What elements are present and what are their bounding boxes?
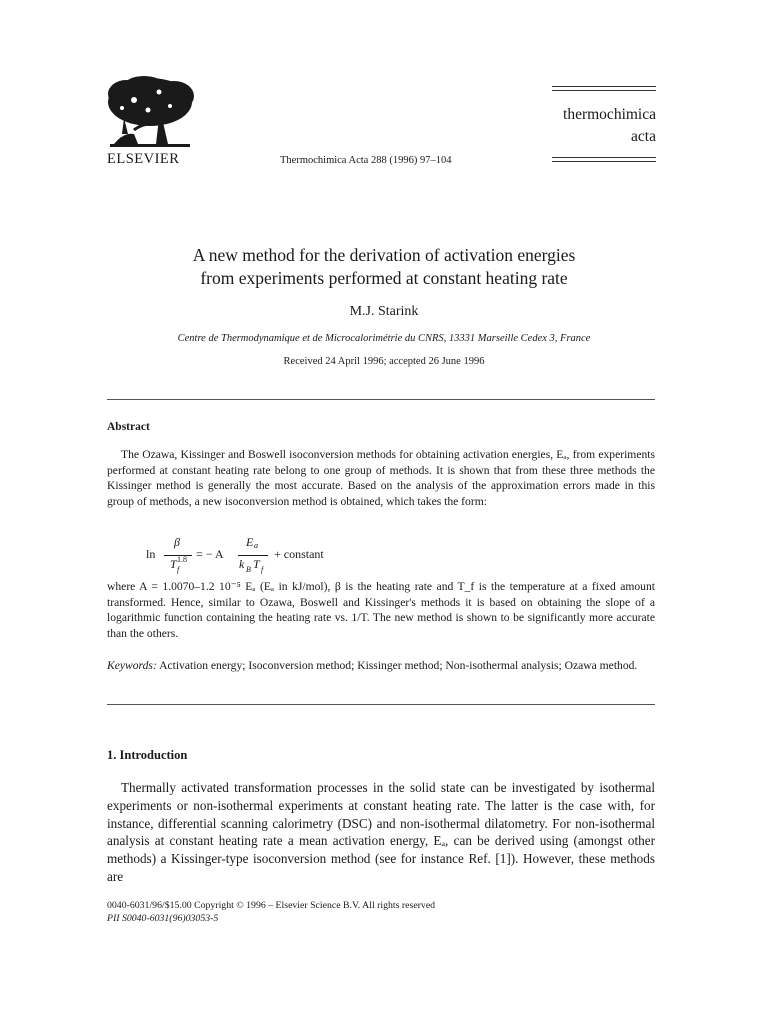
masthead-rule-bottom	[552, 157, 656, 158]
masthead-rule-top-2	[552, 90, 656, 91]
divider-bottom	[107, 704, 655, 705]
eq-tf2-sub: f	[261, 565, 264, 574]
article-title	[80, 244, 688, 290]
journal-name-line2: acta	[631, 128, 656, 145]
keywords	[107, 658, 655, 674]
pii-line: PII S0040-6031(96)03053-5	[107, 913, 219, 924]
abstract-paragraph-1: The Ozawa, Kissinger and Boswell isoconversion methods for obtaining activation energies, Eₐ, from experiments performed at constant heating rate belong to one group of methods. It is shown that from these three methods the Kissinger method is generally the most accurate. Based on the analysis of the approximation errors made in this group of methods, a new isoconversion method is obtained, which takes the form:	[107, 448, 655, 508]
journal-masthead	[552, 86, 656, 166]
eq-fraction-bar-2	[238, 555, 268, 556]
copyright-line: 0040-6031/96/$15.00 Copyright © 1996 – Elsevier Science B.V. All rights reserved	[107, 900, 436, 911]
eq-ln: ln	[146, 547, 156, 561]
affiliation: Centre de Thermodynamique et de Microcalorimétrie du CNRS, 13331 Marseille Cedex 3, France	[177, 333, 591, 344]
eq-equals: = − A	[196, 547, 224, 561]
keywords-list: Activation energy; Isoconversion method; Kissinger method; Non-isothermal analysis; Ozawa method.	[159, 659, 638, 672]
title-line-1: A new method for the derivation of activation energies	[192, 245, 576, 265]
keywords-label: Keywords:	[107, 659, 157, 672]
publisher-name: ELSEVIER	[107, 151, 180, 167]
title-line-2: from experiments performed at constant heating rate	[200, 268, 568, 288]
eq-tf-sub: f	[177, 565, 180, 574]
introduction-heading: 1. Introduction	[107, 748, 188, 762]
copyright-footer	[107, 899, 435, 925]
eq-ea-sub: a	[254, 541, 258, 550]
eq-tf: T	[170, 557, 177, 571]
masthead-rule-bottom-2	[552, 161, 656, 162]
eq-ea: E	[246, 535, 254, 549]
eq-exp: 1.8	[177, 555, 187, 564]
eq-beta: β	[174, 535, 180, 549]
eq-constant: + constant	[274, 547, 324, 561]
abstract-paragraph-2: where A = 1.0070–1.2 10⁻⁵ Eₐ (Eₐ in kJ/mol), β is the heating rate and T_f is the temperature at a fixed amount transformed. Hence, similar to Ozawa, Boswell and Kissinger's methods it is based on obtaining the slope of a logarithmic function containing the heating rate vs. 1/T. The new method is shown to be significantly more accurate than the others.	[107, 580, 655, 640]
received-date: Received 24 April 1996; accepted 26 June 1996	[283, 356, 485, 367]
journal-citation: Thermochimica Acta 288 (1996) 97–104	[280, 155, 452, 166]
eq-kb: k	[239, 557, 245, 571]
equation	[146, 535, 446, 575]
masthead-rule-top	[552, 86, 656, 87]
divider-top	[107, 399, 655, 400]
introduction-paragraph: Thermally activated transformation processes in the solid state can be investigated by isothermal experiments or non-isothermal experiments at constant heating rate. The latter is the case with, for instance, differential scanning calorimetry (DSC) and non-isothermal dilatometry. For non-isothermal analysis at constant heating rate a mean activation energy, Eₐ, can be derived using (amongst other methods) a Kissinger-type isoconversion method (see for instance Ref. [1]). However, these methods are	[107, 780, 655, 884]
abstract-heading: Abstract	[107, 421, 150, 433]
author: M.J. Starink	[349, 304, 419, 319]
eq-tf2: T	[253, 557, 260, 571]
journal-name-line1: thermochimica	[563, 106, 656, 123]
elsevier-tree-icon	[104, 74, 196, 150]
eq-kb-sub: B	[246, 565, 251, 574]
